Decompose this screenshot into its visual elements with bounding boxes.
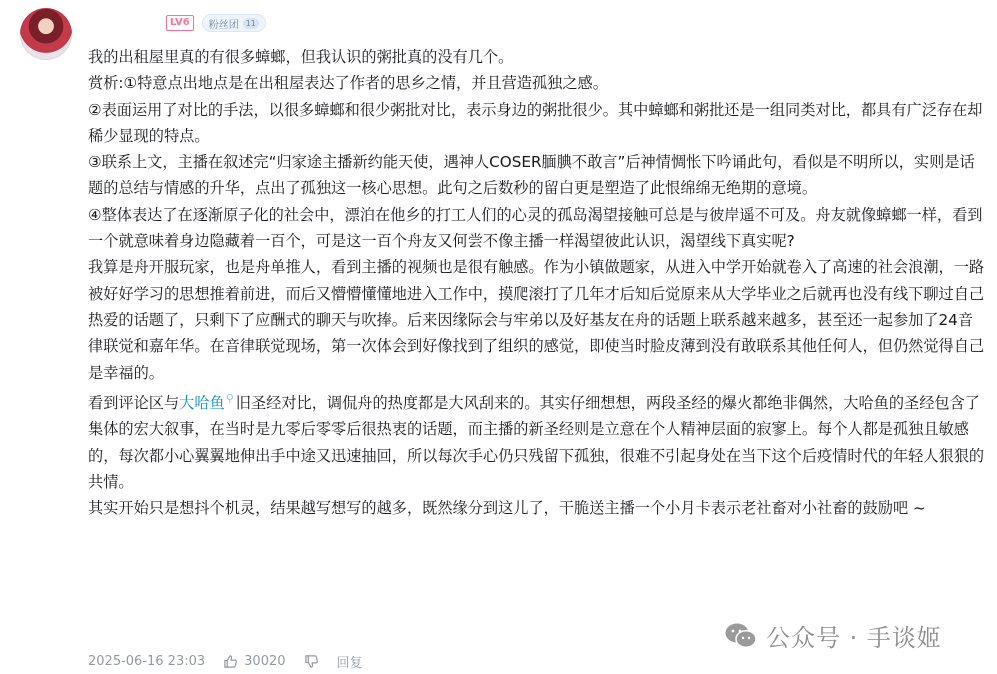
comment-paragraph: ②表面运用了对比的手法，以很多蟑螂和很少粥批对比，表示身边的粥批很少。其中蟑螂和粥批还是一组同类对比，都具有广泛存在却稀少显现的特点。 [88,100,983,145]
mention-before: 看到评论区与 [88,393,180,412]
user-mention-link[interactable]: 大哈鱼 [179,393,225,412]
username[interactable] [88,15,158,31]
like-count: 30020 [244,654,286,669]
wechat-icon [724,621,758,651]
comment-paragraph: 赏析:①特意点出地点是在出租屋表达了作者的思乡之情，并且营造孤独之感。 [88,74,608,93]
comment-footer [88,652,363,671]
fan-badge[interactable] [202,14,266,32]
search-icon[interactable]: ⚲ [225,391,234,405]
comment-paragraph: 我的出租屋里真的有很多蟑螂，但我认识的粥批真的没有几个。 [88,48,514,66]
reply-button[interactable]: 回复 [336,656,363,671]
watermark [724,618,942,653]
comment-paragraph: ③联系上文，主播在叙述完“归家途主播新约能天使，遇神人COSER腼腆不敢言”后神情惆怅下吟诵此句，看似是不明所以，实则是话题的总结与情感的升华，点出了孤独这一核心思想。此句之后数秒的留白更是塑造了此恨绵绵无绝期的意境。 [88,153,975,198]
mention-after: 旧圣经对比，调侃舟的热度都是大风刮来的。其实仔细想想，两段圣经的爆火都绝非偶然，大哈鱼的圣经包含了集体的宏大叙事，在当时是九零后零零后很热衷的话题，而主播的新圣经则是立意在个人精神层面的寂寥上。每个人都是孤独且敏感的，每次都小心翼翼地伸出手中途又迅速抽回，所以每次手心仍只残留下孤独，很难不引起身处在当下这个后疫情时代的年轻人狠狠的共情。 [88,393,985,491]
level-badge: LV6 [166,15,194,31]
thumbs-down-icon[interactable] [304,654,319,669]
comment-paragraph-mention [88,386,988,495]
thumbs-up-icon [223,654,238,669]
like-button[interactable] [223,654,285,669]
avatar[interactable] [20,8,72,60]
timestamp: 2025-06-16 23:03 [88,654,206,669]
watermark-text: 公众号 · 手谈姬 [766,624,942,652]
comment-paragraph: 其实开始只是想抖个机灵，结果越写想写的越多，既然缘分到这儿了，干脆送主播一个小月卡表示老社畜对小社畜的鼓励吧 ~ [88,499,926,518]
fan-badge-count: 11 [243,18,259,29]
fan-badge-label: 粉丝团 [208,19,239,31]
comment-paragraph: ④整体表达了在逐渐原子化的社会中，漂泊在他乡的打工人们的心灵的孤岛渴望接触可总是与彼岸遥不可及。舟友就像蟑螂一样，看到一个就意味着身边隐藏着一百个，可是这一百个舟友又何尝不像主播一样渴望彼此认识，渴望线下真实呢? [88,205,983,251]
comment-content [88,44,988,521]
comment-header [88,12,266,34]
comment-paragraph: 我算是舟开服玩家，也是舟单推人，看到主播的视频也是很有触感。作为小镇做题家，从进入中学开始就卷入了高速的社会浪潮，一路被好好学习的思想推着前进，而后又懵懵懂懂地进入工作中，摸爬滚打了几年才后知后觉原来从大学毕业之后就再也没有线下聊过自己热爱的话题了，只剩下了应酬式的聊天与吹捧。后来因缘际会与牢弟以及好基友在舟的话题上联系越来越多，甚至还一起参加了24音律联觉和嘉年华。在音律联觉现场，第一次体会到好像找到了组织的感觉，即使当时脸皮薄到没有敢联系其他任何人，但仍然觉得自己是幸福的。 [88,258,985,382]
